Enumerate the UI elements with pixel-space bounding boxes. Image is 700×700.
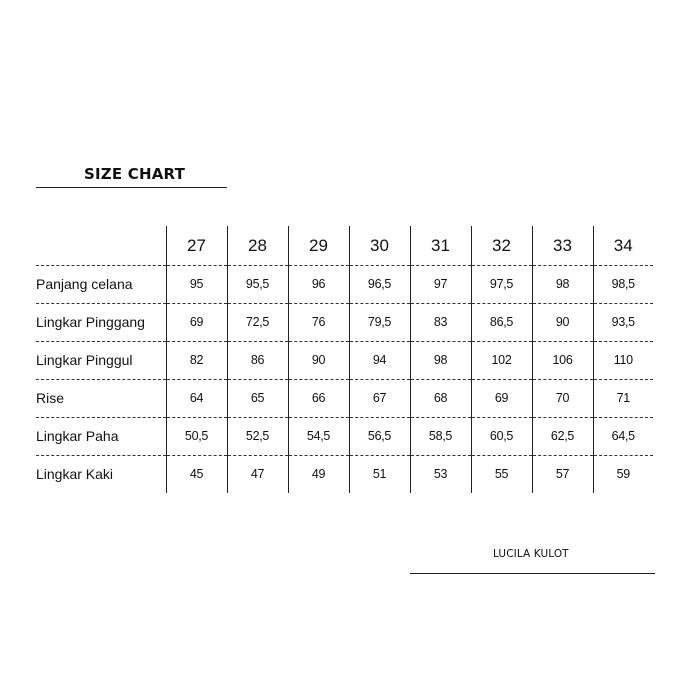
- table-cell: 71: [593, 379, 653, 417]
- table-cell: 102: [471, 341, 532, 379]
- size-header-cell: 29: [288, 226, 349, 265]
- table-cell: 95,5: [227, 265, 288, 303]
- table-cell: 93,5: [593, 303, 653, 341]
- table-cell: 67: [349, 379, 410, 417]
- table-cell: 57: [532, 455, 593, 493]
- table-cell: 66: [288, 379, 349, 417]
- row-label: Panjang celana: [36, 265, 166, 303]
- table-row: [36, 265, 653, 303]
- table-cell: 86,5: [471, 303, 532, 341]
- table-cell: 58,5: [410, 417, 471, 455]
- row-label: Lingkar Pinggul: [36, 341, 166, 379]
- row-label: Lingkar Kaki: [36, 466, 114, 483]
- table-cell: 59: [593, 455, 653, 493]
- row-label: Rise: [36, 379, 166, 417]
- table-cell: 56,5: [349, 417, 410, 455]
- row-label: Lingkar Pinggang: [36, 303, 166, 341]
- row-label: Lingkar Paha: [36, 417, 166, 455]
- size-header-cell: 27: [166, 226, 227, 265]
- table-cell: 72,5: [227, 303, 288, 341]
- table-cell: 64: [166, 379, 227, 417]
- table-row: [36, 379, 653, 417]
- table-cell: 96,5: [349, 265, 410, 303]
- table-cell: 97: [410, 265, 471, 303]
- table-cell: 94: [349, 341, 410, 379]
- table-cell: 64,5: [593, 417, 653, 455]
- table-cell: 79,5: [349, 303, 410, 341]
- table-cell: 86: [227, 341, 288, 379]
- size-header-cell: 30: [349, 226, 410, 265]
- table-cell: 106: [532, 341, 593, 379]
- table-cell: 60,5: [471, 417, 532, 455]
- table-cell: 98: [410, 341, 471, 379]
- table-cell: 65: [227, 379, 288, 417]
- table-row: [36, 341, 653, 379]
- table-cell: 45: [166, 455, 227, 493]
- table-cell: 98,5: [593, 265, 653, 303]
- table-cell: 82: [166, 341, 227, 379]
- table-cell: 69: [471, 379, 532, 417]
- header-corner-cell: [36, 226, 166, 265]
- size-chart-table: [36, 226, 653, 493]
- table-cell: 49: [288, 455, 349, 493]
- size-header-row: [36, 226, 653, 265]
- table-cell: 69: [166, 303, 227, 341]
- table-cell: 110: [593, 341, 653, 379]
- table-row: [36, 303, 653, 341]
- table-cell: 76: [288, 303, 349, 341]
- size-chart-title: SIZE CHART: [84, 165, 186, 183]
- table-cell: 47: [227, 455, 288, 493]
- table-cell: 54,5: [288, 417, 349, 455]
- table-cell: 62,5: [532, 417, 593, 455]
- table-cell: 97,5: [471, 265, 532, 303]
- brand-underline: [410, 573, 655, 574]
- table-cell: 96: [288, 265, 349, 303]
- table-cell: 83: [410, 303, 471, 341]
- table-cell: 68: [410, 379, 471, 417]
- table-cell: 98: [532, 265, 593, 303]
- table-cell: 51: [349, 455, 410, 493]
- title-underline: [36, 187, 227, 188]
- size-header-cell: 32: [471, 226, 532, 265]
- table-cell: 70: [532, 379, 593, 417]
- table-cell: 53: [410, 455, 471, 493]
- table-cell: 95: [166, 265, 227, 303]
- table-cell: 52,5: [227, 417, 288, 455]
- table-cell: 50,5: [166, 417, 227, 455]
- brand-name: LUCILA KULOT: [493, 548, 569, 560]
- table-cell: 55: [471, 455, 532, 493]
- table-row: [36, 417, 653, 455]
- table-row: [36, 455, 653, 493]
- size-header-cell: 31: [410, 226, 471, 265]
- table-cell: 90: [288, 341, 349, 379]
- size-header-cell: 34: [593, 226, 653, 265]
- size-header-cell: 28: [227, 226, 288, 265]
- table-cell: 90: [532, 303, 593, 341]
- size-header-cell: 33: [532, 226, 593, 265]
